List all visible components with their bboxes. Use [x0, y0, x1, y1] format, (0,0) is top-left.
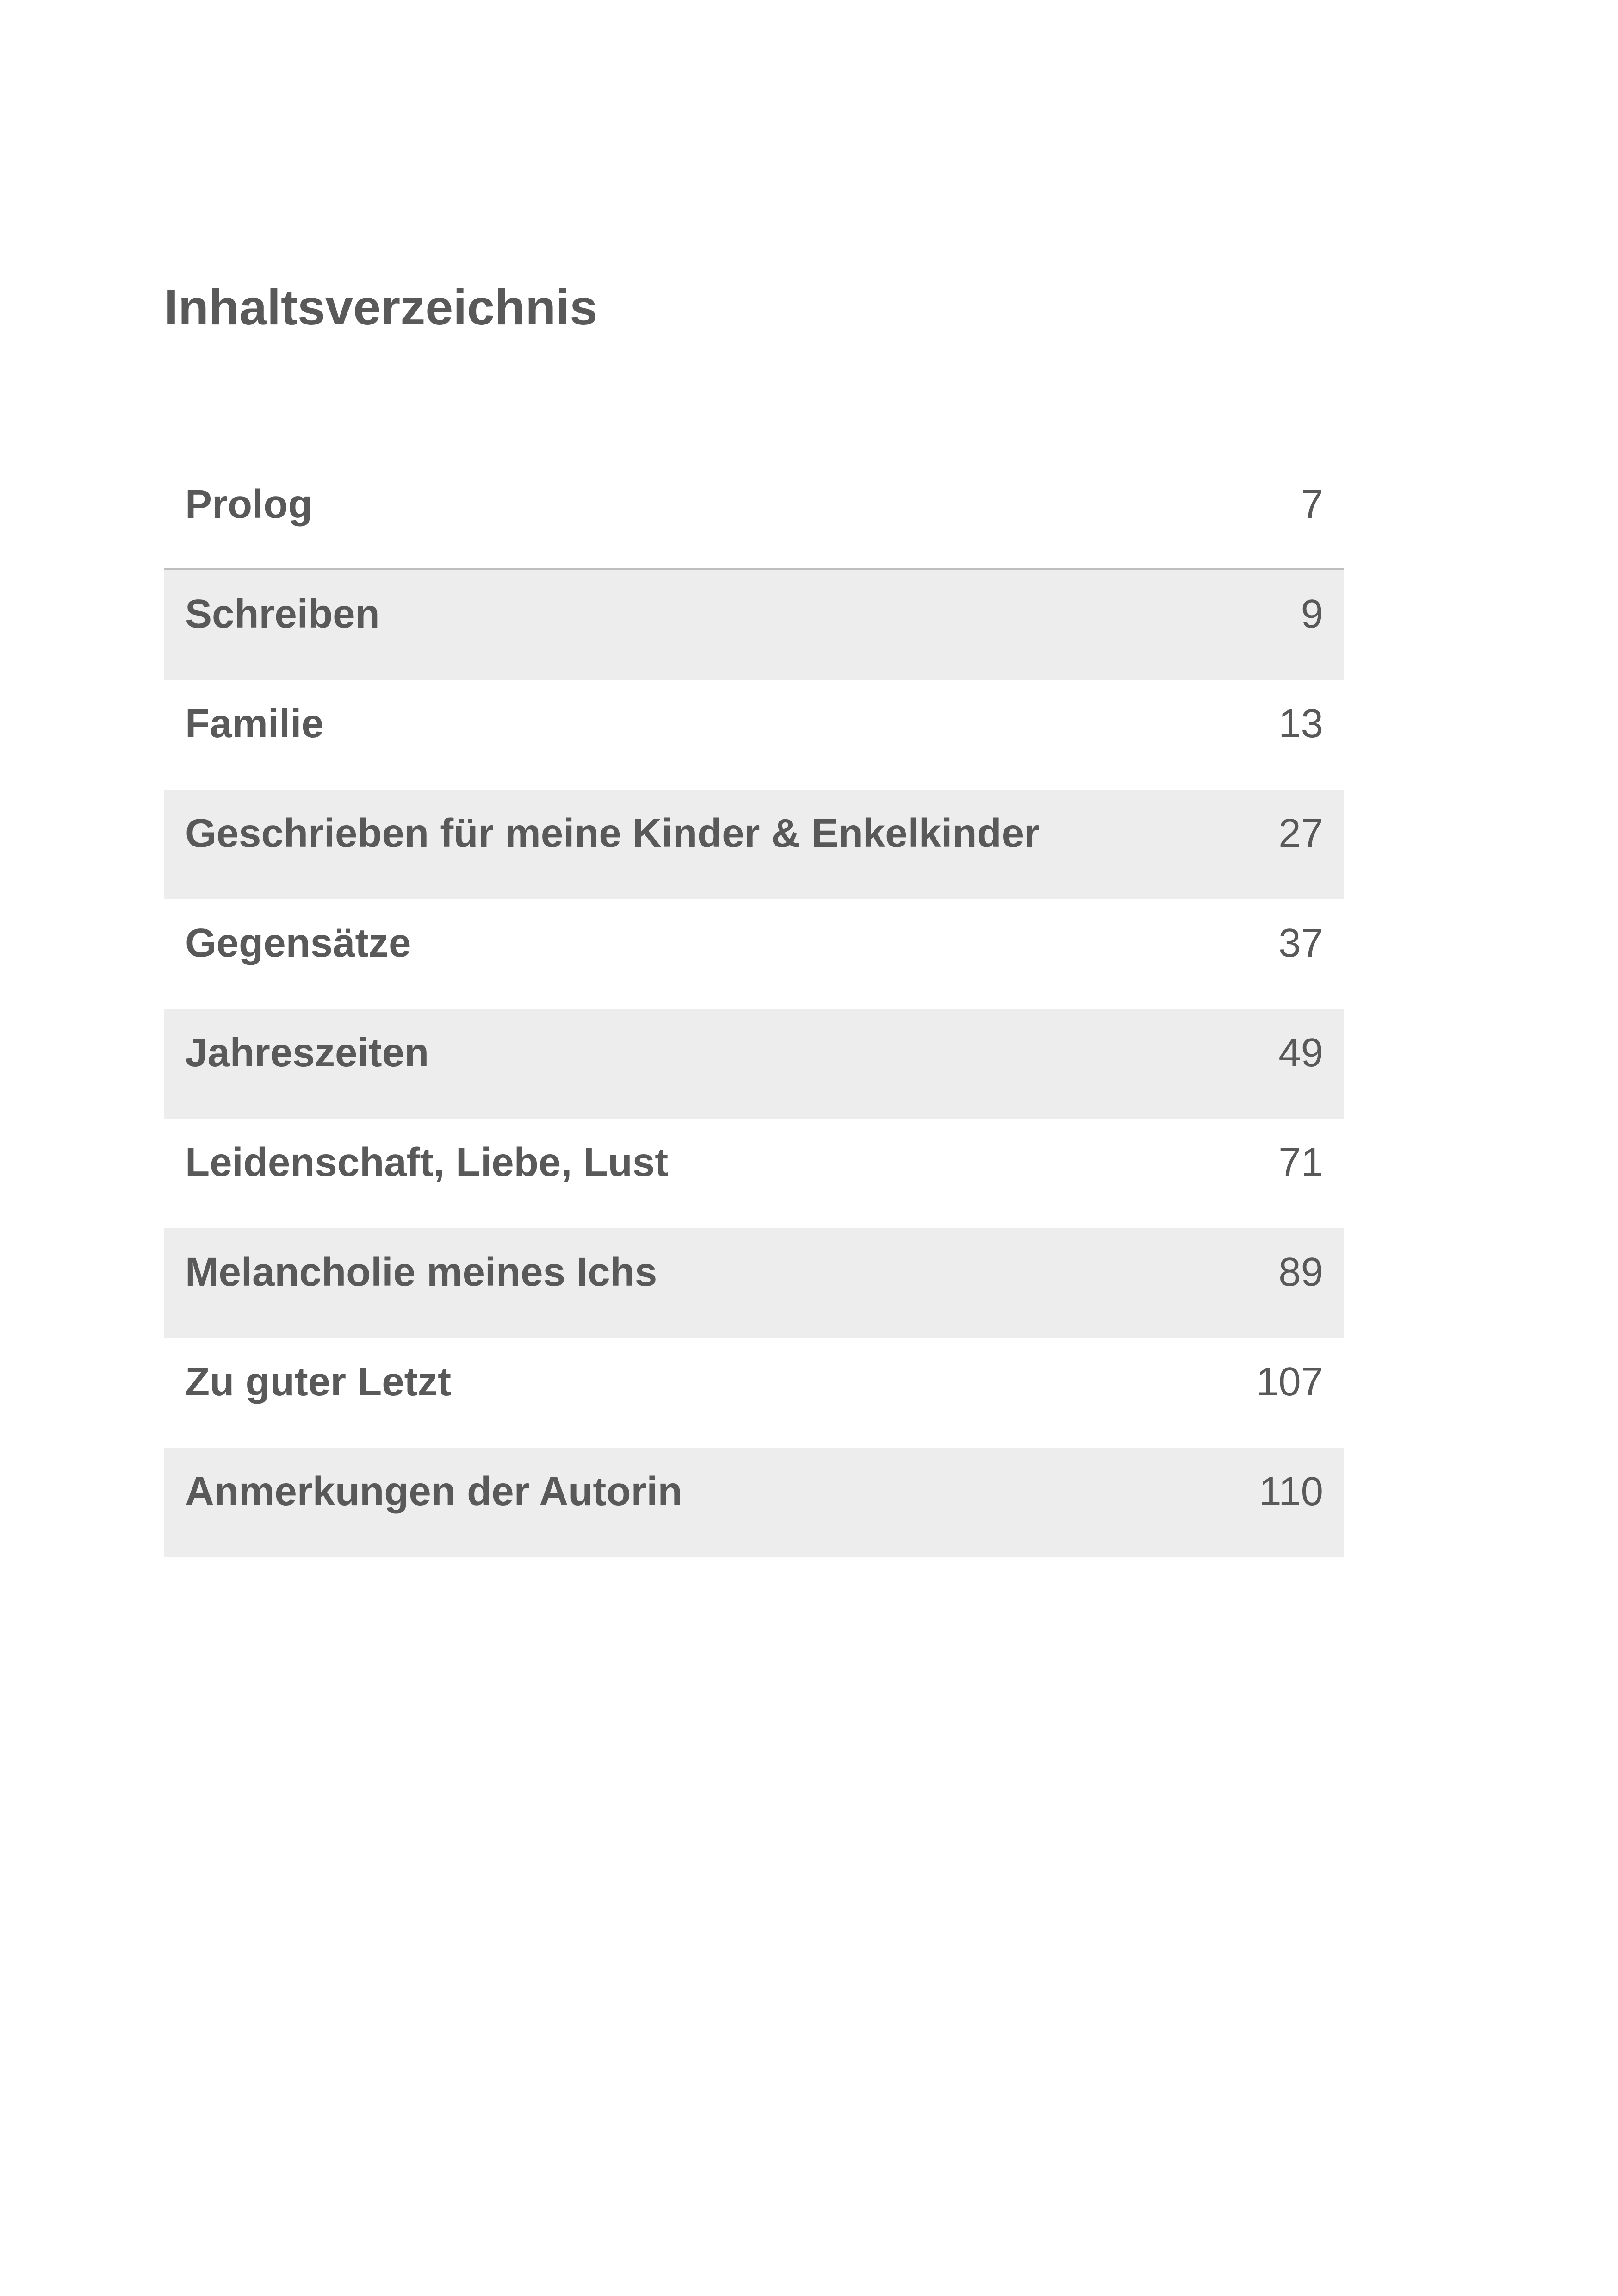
toc-row	[164, 680, 1344, 790]
toc-entry-label: Familie	[185, 701, 324, 746]
toc-row	[164, 1009, 1344, 1119]
toc-table	[164, 460, 1344, 1557]
toc-entry-page: 37	[1278, 921, 1323, 965]
toc-row	[164, 1338, 1344, 1448]
toc-entry-label: Jahreszeiten	[185, 1030, 429, 1075]
toc-entry-label: Prolog	[185, 482, 313, 527]
toc-entry-page: 27	[1278, 811, 1323, 856]
toc-row	[164, 790, 1344, 899]
toc-row	[164, 570, 1344, 680]
toc-entry-label: Geschrieben für meine Kinder & Enkelkinder	[185, 811, 1040, 856]
toc-entry-page: 110	[1259, 1469, 1323, 1514]
toc-row	[164, 1119, 1344, 1228]
toc-row	[164, 460, 1344, 570]
toc-entry-page: 71	[1278, 1140, 1323, 1185]
toc-entry-page: 13	[1278, 701, 1323, 746]
page-title: Inhaltsverzeichnis	[164, 279, 598, 335]
toc-row	[164, 1228, 1344, 1338]
toc-row	[164, 899, 1344, 1009]
toc-entry-label: Gegensätze	[185, 921, 411, 965]
toc-entry-label: Leidenschaft, Liebe, Lust	[185, 1140, 669, 1185]
toc-entry-label: Melancholie meines Ichs	[185, 1250, 657, 1294]
toc-entry-page: 7	[1301, 482, 1323, 527]
toc-entry-page: 49	[1278, 1030, 1323, 1075]
toc-entry-page: 107	[1256, 1359, 1323, 1404]
toc-entry-label: Schreiben	[185, 591, 380, 636]
toc-row	[164, 1448, 1344, 1557]
toc-entry-page: 9	[1301, 591, 1323, 636]
toc-entry-label: Anmerkungen der Autorin	[185, 1469, 682, 1514]
toc-entry-page: 89	[1278, 1250, 1323, 1294]
toc-entry-label: Zu guter Letzt	[185, 1359, 452, 1404]
